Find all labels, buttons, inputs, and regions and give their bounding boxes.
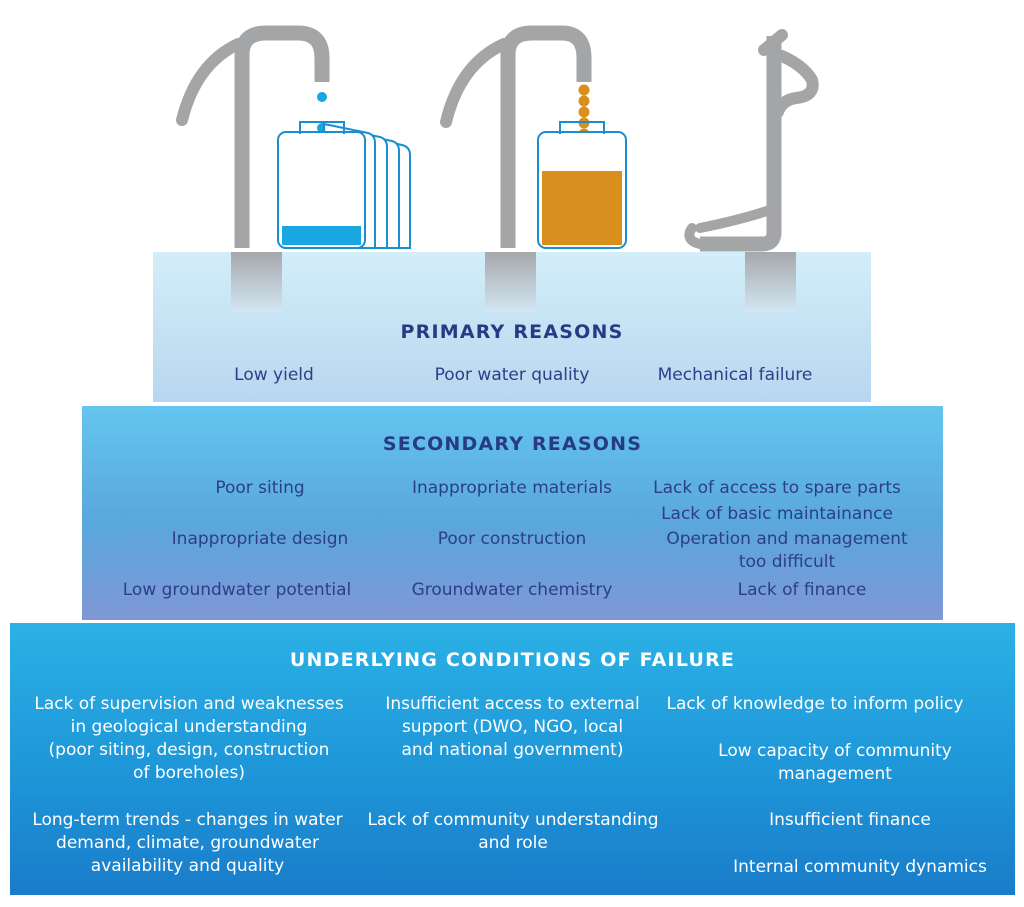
underlying-condition-item: Lack of community understanding and role bbox=[367, 810, 659, 853]
underlying-condition-item: Low capacity of community management bbox=[718, 741, 952, 784]
underlying-conditions-title: UNDERLYING CONDITIONS OF FAILURE bbox=[289, 649, 736, 671]
secondary-reason-item: Poor siting bbox=[215, 478, 305, 498]
water-container-icon bbox=[278, 122, 410, 248]
secondary-reason-item: Groundwater chemistry bbox=[411, 580, 613, 600]
primary-reasons-tier bbox=[153, 252, 871, 402]
underlying-condition-item: Lack of knowledge to inform policy bbox=[666, 694, 964, 714]
underlying-condition-item: Long-term trends - changes in water demand, climate, groundwater availability and quality bbox=[32, 810, 343, 876]
secondary-reason-item: Inappropriate design bbox=[171, 529, 349, 549]
pump-base bbox=[745, 252, 796, 312]
pump-base bbox=[485, 252, 536, 312]
secondary-reason-item: Poor construction bbox=[437, 529, 587, 549]
underlying-condition-item: Lack of supervision and weaknesses in geological understanding (poor siting, design, construction of boreholes) bbox=[34, 694, 344, 783]
primary-reason-item: Poor water quality bbox=[434, 365, 590, 385]
secondary-reason-item: Inappropriate materials bbox=[411, 478, 613, 498]
secondary-reasons-tier bbox=[82, 406, 943, 620]
secondary-reason-item: Operation and management too difficult bbox=[666, 529, 908, 572]
underlying-condition-item: Insufficient access to external support (DWO, NGO, local and national government) bbox=[385, 694, 640, 760]
secondary-reason-item: Lack of finance bbox=[737, 580, 867, 600]
underlying-condition-item: Internal community dynamics bbox=[733, 857, 987, 877]
broken-hand-pump-icon bbox=[689, 35, 812, 244]
secondary-reasons-title: SECONDARY REASONS bbox=[382, 433, 643, 455]
water-container-icon bbox=[538, 122, 626, 248]
primary-reason-item: Low yield bbox=[234, 365, 314, 385]
secondary-reason-item: Lack of basic maintainance bbox=[661, 504, 893, 524]
primary-reasons-title: PRIMARY REASONS bbox=[400, 321, 624, 343]
underlying-condition-item: Insufficient finance bbox=[769, 810, 931, 830]
secondary-reason-item: Low groundwater potential bbox=[122, 580, 352, 600]
underlying-conditions-tier bbox=[10, 623, 1015, 895]
primary-reason-item: Mechanical failure bbox=[657, 365, 813, 385]
secondary-reason-item: Lack of access to spare parts bbox=[653, 478, 901, 498]
pump-base bbox=[231, 252, 282, 312]
